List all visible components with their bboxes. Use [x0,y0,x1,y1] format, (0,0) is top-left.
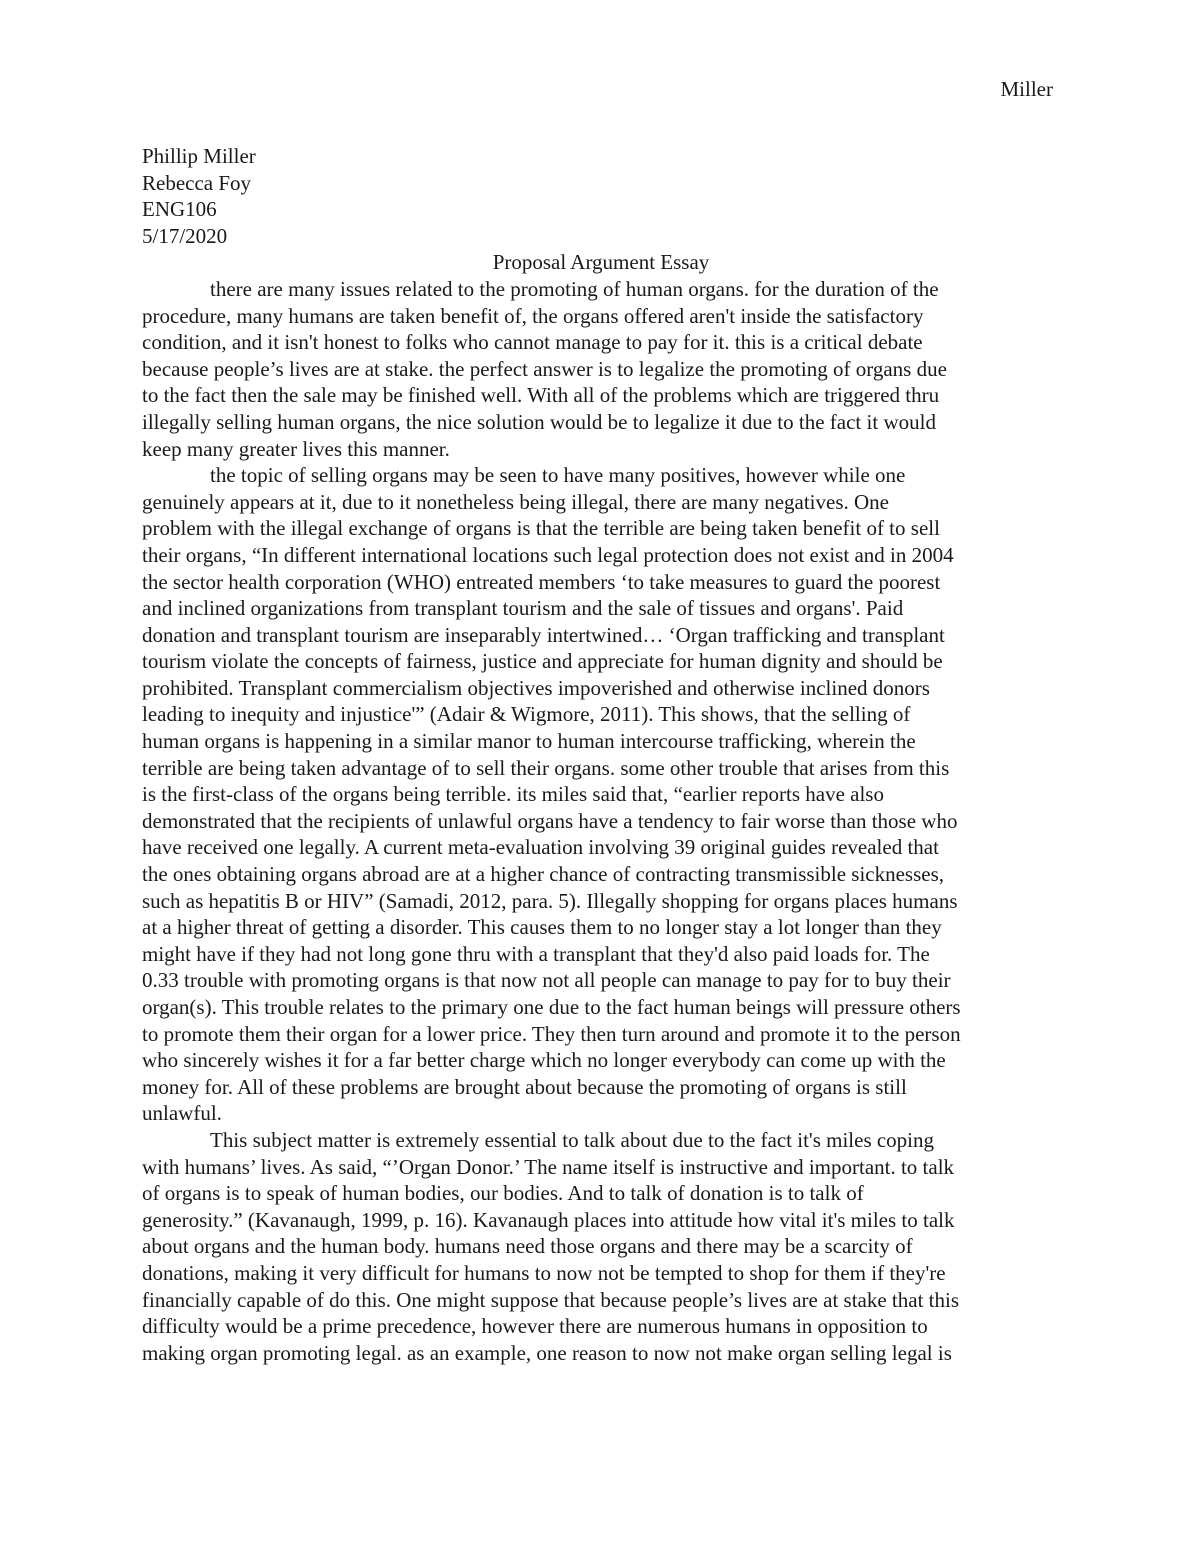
paragraph-1 [142,276,1060,462]
text-line: the ones obtaining organs abroad are at a higher chance of contracting transmissible sicknesses, [142,862,945,887]
text-line: problem with the illegal exchange of organs is that the terrible are being taken benefit of to sell [142,516,940,541]
paragraph-3 [142,1127,1060,1366]
text-line: donations, making it very difficult for humans to now not be tempted to shop for them if they're [142,1260,946,1285]
text-line: to the fact then the sale may be finished well. With all of the problems which are triggered thru [142,383,940,408]
text-line: donation and transplant tourism are inseparably intertwined… ‘Organ trafficking and transplant [142,622,945,647]
text-line: there are many issues related to the promoting of human organs. for the duration of the [210,276,939,301]
text-line: have received one legally. A current meta-evaluation involving 39 original guides revealed that [142,835,939,860]
text-line: organ(s). This trouble relates to the primary one due to the fact human beings will pressure others [142,995,961,1019]
text-line: generosity.” (Kavanaugh, 1999, p. 16). Kavanaugh places into attitude how vital it's miles to talk [142,1207,955,1232]
text-line: their organs, “In different international locations such legal protection does not exist and in 2004 [142,542,954,567]
text-line: who sincerely wishes it for a far better charge which no longer everybody can come up with the [142,1048,946,1073]
text-line: money for. All of these problems are brought about because the promoting of organs is still [142,1074,907,1099]
text-line: financially capable of do this. One might suppose that because people’s lives are at stake that this [142,1287,960,1312]
text-line: human organs is happening in a similar manor to human intercourse trafficking, wherein the [142,729,916,754]
student-name: Phillip Miller [142,144,256,168]
text-line: at a higher threat of getting a disorder. This causes them to no longer stay a lot longer than they [142,915,942,940]
text-line: condition, and it isn't honest to folks who cannot manage to pay for it. this is a critical debate [142,330,923,355]
text-line: the topic of selling organs may be seen to have many positives, however while one [210,463,906,488]
text-line: the sector health corporation (WHO) entreated members ‘to take measures to guard the poorest [142,569,941,594]
text-line: might have if they had not long gone thru with a transplant that they'd also paid loads for. The [142,941,930,966]
running-head: Miller [1000,77,1053,101]
text-line: making organ promoting legal. as an example, one reason to now not make organ selling legal is [142,1340,952,1365]
text-line: leading to inequity and injustice'” (Adair & Wigmore, 2011). This shows, that the selling of [142,702,911,727]
text-line: is the first-class of the organs being terrible. its miles said that, “earlier reports have also [142,782,884,807]
text-line: illegally selling human organs, the nice solution would be to legalize it due to the fact it would [142,409,936,434]
text-line: of organs is to speak of human bodies, our bodies. And to talk of donation is to talk of [142,1181,864,1206]
text-line: such as hepatitis B or HIV” (Samadi, 2012, para. 5). Illegally shopping for organs places humans [142,888,958,913]
text-line: procedure, many humans are taken benefit of, the organs offered aren't inside the satisfactory [142,303,924,328]
document-date: 5/17/2020 [142,223,228,248]
text-line: difficulty would be a prime precedence, however there are numerous humans in opposition to [142,1314,928,1339]
text-line: prohibited. Transplant commercialism objectives impoverished and otherwise inclined donors [142,675,930,700]
text-line: about organs and the human body. humans need those organs and there may be a scarcity of [142,1234,913,1259]
text-line: because people’s lives are at stake. the perfect answer is to legalize the promoting of organs due [142,356,947,381]
text-line: 0.33 trouble with promoting organs is that now not all people can manage to pay for to buy their [142,968,951,993]
document-body [142,143,1060,1366]
text-line: keep many greater lives this manner. [142,436,450,461]
essay-title: Proposal Argument Essay [492,250,710,275]
course-code: ENG106 [142,197,217,222]
text-line: with humans’ lives. As said, “’Organ Donor.’ The name itself is instructive and important. to talk [142,1154,955,1179]
text-line: demonstrated that the recipients of unlawful organs have a tendency to fair worse than those who [142,808,958,833]
instructor-name: Rebecca Foy [142,170,252,195]
text-line: terrible are being taken advantage of to sell their organs. some other trouble that arises from this [142,755,950,780]
text-line: genuinely appears at it, due to it nonetheless being illegal, there are many negatives. One [142,489,889,514]
paragraph-2 [142,462,1060,1127]
text-line: This subject matter is extremely essential to talk about due to the fact it's miles coping [210,1127,935,1152]
text-line: unlawful. [142,1101,222,1126]
text-line: and inclined organizations from transplant tourism and the sale of tissues and organs'. Paid [142,596,904,621]
text-line: to promote them their organ for a lower price. They then turn around and promote it to the person [142,1021,961,1046]
text-line: tourism violate the concepts of fairness, justice and appreciate for human dignity and should be [142,649,943,674]
